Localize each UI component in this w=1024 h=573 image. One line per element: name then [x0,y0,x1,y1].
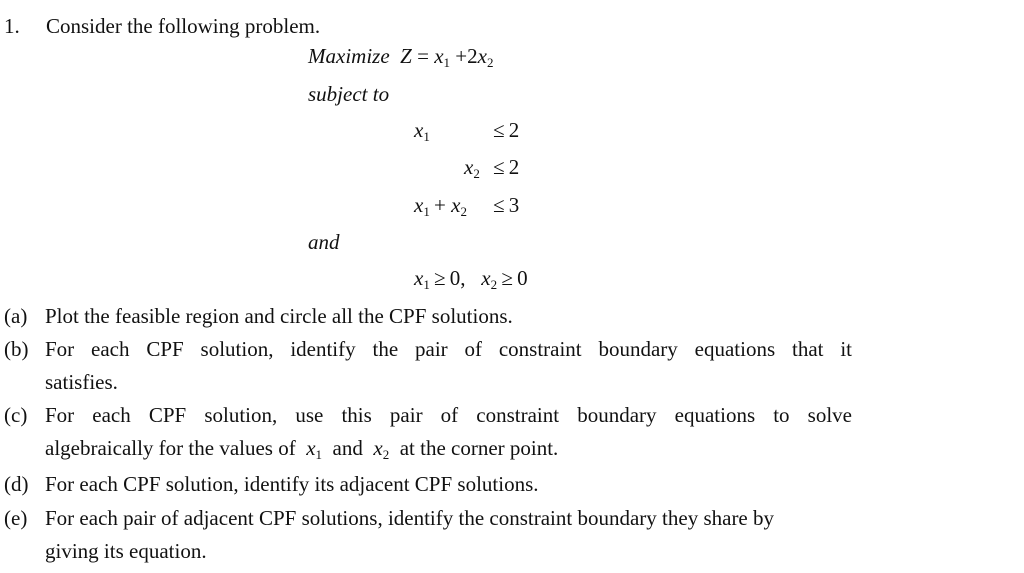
part-e-line-1: For each pair of adjacent CPF solutions, identify the constraint boundary they share by [45,506,775,530]
subject-to-label: subject to [308,82,390,106]
problem-intro: Consider the following problem. [46,14,321,38]
constraint-3-rhs: ≤ 3 [493,193,520,217]
part-b-line-2: satisfies. [45,370,118,394]
constraint-3-lhs: $x_1 + x_2$ [414,193,467,219]
part-c-line-2: algebraically for the values of $x_1$ and $x_2$ at the corner point. [45,436,559,462]
nonnegativity-constraints: $x_1 \ge 0$, $x_2 \ge 0$ [414,266,528,292]
part-b-label: (b) [4,337,29,361]
maximize-label: Maximize [308,44,390,68]
part-b-line-1: For each CPF solution, identify the pair of constraint boundary equations that it [45,337,852,361]
and-label: and [308,230,340,254]
constraint-1-rhs: ≤ 2 [493,118,520,142]
constraint-1-lhs: $x_1$ [414,118,430,144]
part-a-label: (a) [4,304,28,328]
objective-function: Maximize $Z = x_1 +2x_2$ [308,44,494,70]
part-c-label: (c) [4,403,28,427]
part-a-text: Plot the feasible region and circle all the CPF solutions. [45,304,513,328]
part-c-line-1: For each CPF solution, use this pair of constraint boundary equations to solve [45,403,852,427]
part-d-text: For each CPF solution, identify its adjacent CPF solutions. [45,472,539,496]
constraint-2-lhs: $x_2$ [464,155,480,181]
constraint-2-rhs: ≤ 2 [493,155,520,179]
problem-number: 1. [4,14,20,38]
part-e-line-2: giving its equation. [45,539,207,563]
part-e-label: (e) [4,506,28,530]
part-d-label: (d) [4,472,29,496]
